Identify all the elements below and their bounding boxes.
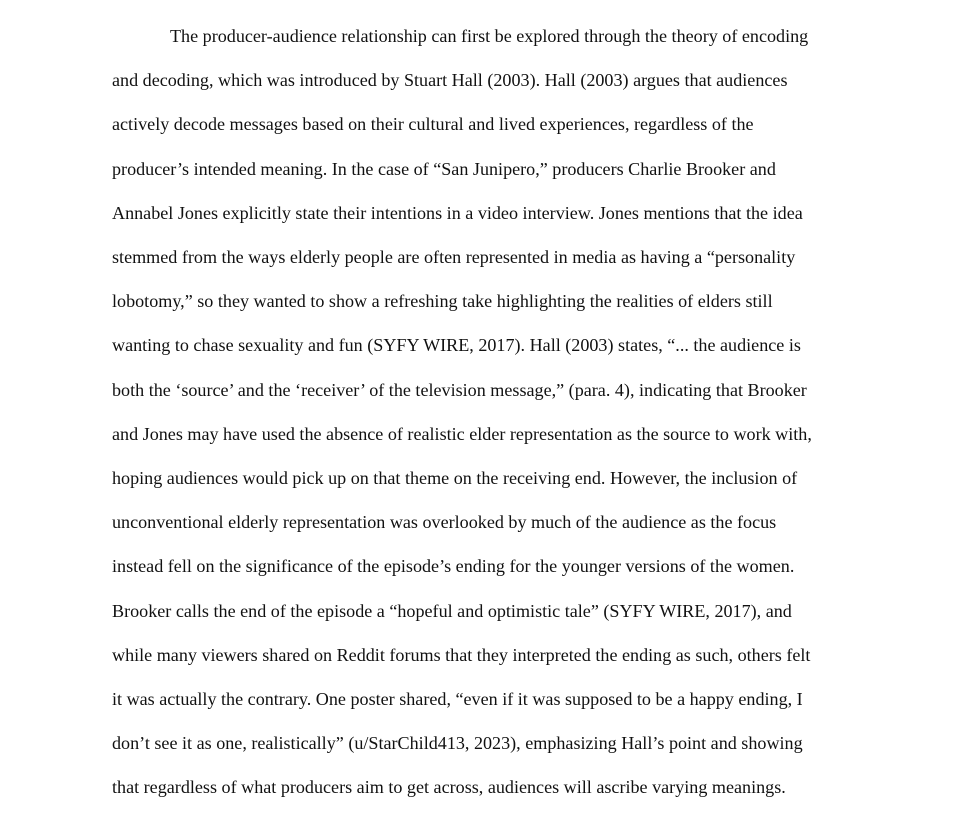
body-paragraph [112, 14, 872, 810]
paragraph-line-5: Annabel Jones explicitly state their intentions in a video interview. Jones mentions that the idea [112, 202, 803, 223]
paragraph-line-14: Brooker calls the end of the episode a “hopeful and optimistic tale” (SYFY WIRE, 2017), and [112, 600, 792, 621]
paragraph-line-17: don’t see it as one, realistically” (u/StarChild413, 2023), emphasizing Hall’s point and showing [112, 733, 803, 754]
paragraph-line-13: instead fell on the significance of the episode’s ending for the younger versions of the women. [112, 556, 795, 577]
paragraph-line-8: wanting to chase sexuality and fun (SYFY WIRE, 2017). Hall (2003) states, “... the audience is [112, 335, 801, 356]
paragraph-line-7: lobotomy,” so they wanted to show a refreshing take highlighting the realities of elders still [112, 291, 773, 312]
paragraph-line-4: producer’s intended meaning. In the case of “San Junipero,” producers Charlie Brooker and [112, 158, 776, 179]
paragraph-line-1: The producer-audience relationship can first be explored through the theory of encoding [170, 26, 809, 46]
paragraph-line-16: it was actually the contrary. One poster shared, “even if it was supposed to be a happy ending, I [112, 689, 803, 710]
paragraph-line-3: actively decode messages based on their cultural and lived experiences, regardless of the [112, 114, 754, 135]
paragraph-line-10: and Jones may have used the absence of realistic elder representation as the source to work with, [112, 423, 812, 444]
paragraph-line-6: stemmed from the ways elderly people are often represented in media as having a “personality [112, 247, 796, 268]
paragraph-line-12: unconventional elderly representation was overlooked by much of the audience as the focus [112, 512, 777, 533]
paragraph-line-11: hoping audiences would pick up on that theme on the receiving end. However, the inclusion of [112, 468, 798, 489]
paragraph-line-15: while many viewers shared on Reddit forums that they interpreted the ending as such, others felt [112, 644, 811, 665]
paragraph-line-18: that regardless of what producers aim to get across, audiences will ascribe varying meanings. [112, 777, 786, 798]
paragraph-line-2: and decoding, which was introduced by Stuart Hall (2003). Hall (2003) argues that audiences [112, 70, 788, 91]
paragraph-line-9: both the ‘source’ and the ‘receiver’ of the television message,” (para. 4), indicating that Brooker [112, 379, 807, 400]
